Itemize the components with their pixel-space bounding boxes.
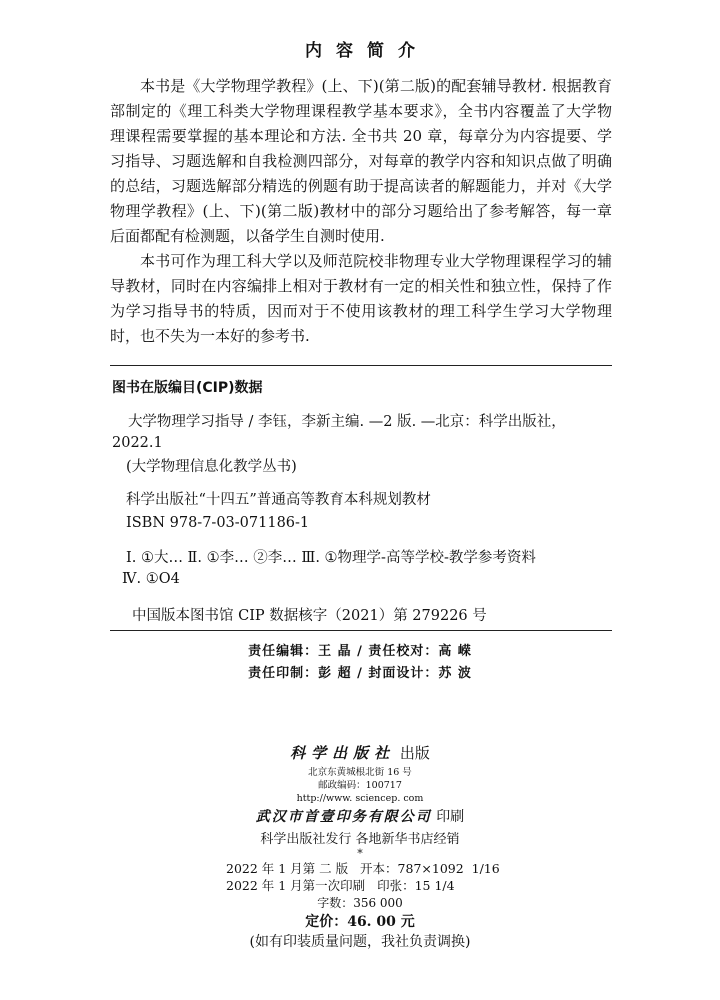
cip-isbn: ISBN 978-7-03-071186-1 (126, 515, 310, 531)
cip-plan: 科学出版社“十四五”普通高等教育本科规划教材 (126, 492, 431, 508)
separator-star: * (357, 847, 363, 860)
staff-line-1: 责任编辑：王 晶 / 责任校对：高 嵘 (248, 644, 472, 659)
cip-series: (大学物理信息化教学丛书) (126, 459, 297, 475)
cip-classification-line-2: Ⅳ. ①O4 (122, 571, 180, 587)
divider-bottom (110, 630, 612, 631)
cip-classification (122, 548, 612, 590)
publisher-suffix: 出版 (399, 744, 430, 762)
edition-line-2: 2022 年 1 月第一次印刷 印张：15 1/4 (226, 878, 455, 893)
intro-paragraph-1: 本书是《大学物理学教程》(上、下)(第二版)的配套辅导教材. 根据教育部制定的《理工科类大学物理课程教学基本要求》，全书内容覆盖了大学物理课程需要掌握的基本理论和方法. 全书共 20 章，每章分为内容提要、学习指导、习题选解和自我检测四部分，对每章的教学内容和知识点做了明确的总结，习题选解部分精选的例题有助于提高读者的解题能力，并对《大学物理学教程》(上、下)(第二版)教材中的部分习题给出了参考解答，每一章后面都配有检测题，以备学生自测时使用. (110, 77, 612, 245)
quality-notice: (如有印装质量问题，我社负责调换) (249, 934, 471, 950)
intro-body (110, 74, 612, 349)
publisher-website: http://www. sciencep. com (296, 793, 424, 804)
cip-number: 中国版本图书馆 CIP 数据核字（2021）第 279226 号 (132, 608, 487, 624)
publisher-postcode: 邮政编码：100717 (318, 780, 402, 791)
printer-name: 武汉市首壹印务有限公司 (255, 809, 432, 825)
publisher-logo-text: 科学出版社 (290, 744, 396, 762)
publisher-line (0, 742, 720, 763)
staff-line-2: 责任印制：彭 超 / 封面设计：苏 波 (248, 666, 472, 681)
divider-top (110, 365, 612, 366)
cip-heading: 图书在版编目(CIP)数据 (112, 380, 263, 396)
intro-title: 内容简介 (305, 41, 429, 61)
cip-classification-line-1: Ⅰ. ①大… Ⅱ. ①李… ②李… Ⅲ. ①物理学-高等学校-教学参考资料 (126, 550, 536, 566)
intro-paragraph-2: 本书可作为理工科大学以及师范院校非物理专业大学物理课程学习的辅导教材，同时在内容编排上相对于教材有一定的相关性和独立性，保持了作为学习指导书的特质，因而对于不使用该教材的理工科学生学习大学物理时，也不失为一本好的参考书. (110, 252, 612, 345)
printer-suffix: 印刷 (436, 809, 465, 825)
cip-main-entry: 大学物理学习指导 / 李钰，李新主编. —2 版. —北京：科学出版社，2022.1 (112, 414, 566, 451)
word-count: 字数：356 000 (317, 896, 403, 910)
distribution-line: 科学出版社发行 各地新华书店经销 (260, 832, 460, 847)
printer-line (0, 806, 720, 826)
edition-line-1: 2022 年 1 月第 二 版 开本：787×1092 1/16 (226, 861, 500, 876)
price: 定价：46. 00 元 (305, 914, 415, 930)
publisher-address: 北京东黄城根北街 16 号 (308, 767, 412, 778)
